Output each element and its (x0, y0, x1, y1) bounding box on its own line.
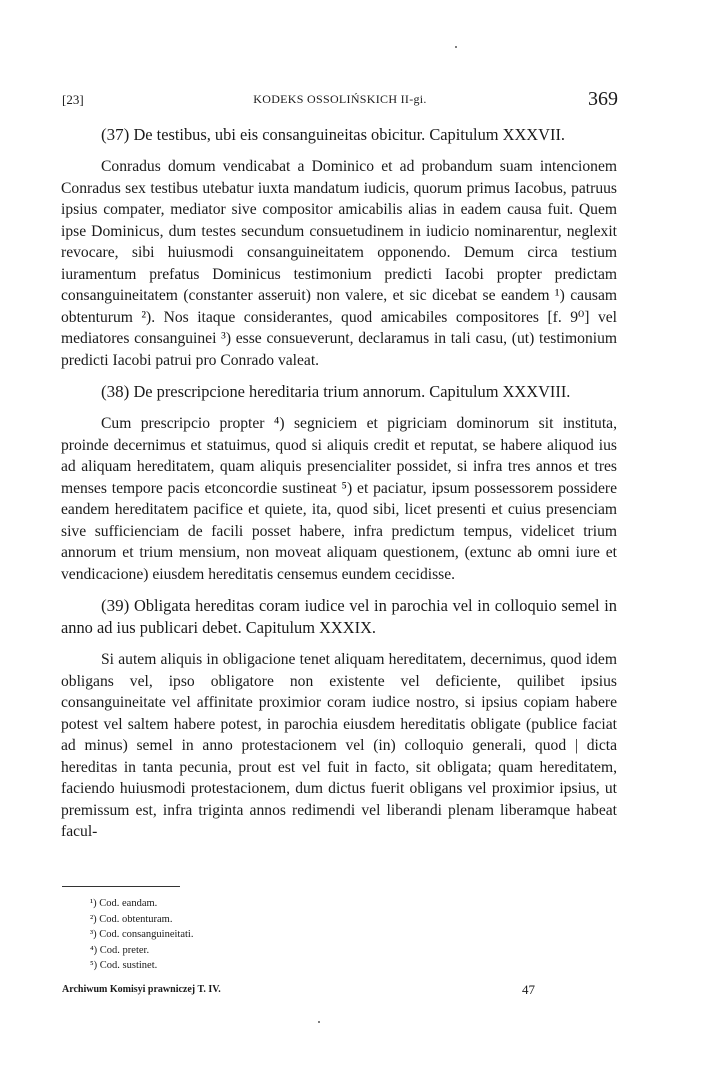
running-title: KODEKS OSSOLIŃSKICH II-gi. (253, 92, 427, 106)
chapter-heading-38 (61, 381, 617, 403)
page-number: 369 (588, 88, 618, 110)
scan-speck (318, 1021, 320, 1023)
chapter-heading-39 (61, 595, 617, 639)
main-text (61, 124, 617, 853)
chapter-paragraph-38: Cum prescripcio propter ⁴) segniciem et pigriciam dominorum sit instituta, proinde decernimus et statuimus, quod si aliquis credit et reputat, se habere aliquod ius ad aliquam hereditatem, quam aliquis presencialiter possidet, si infra tres annos et tres menses tempore pacis etconcordie sustineat ⁵) et paciatur, ipsum possessorem possidere eandem hereditatem pacifice et quiete, ita, quod sibi, licet presenti et cuius presenciam sive sufficienciam de facili posset habere, infra predictum tempus, videlicet trium annorum et trium mensium, non moveat aliquam questionem, (extunc ab omni iure et vendicacione) eiusdem hereditatis censemus eundem cecidisse. (61, 415, 617, 583)
footnote: ³) Cod. consanguineitati. (90, 929, 194, 940)
chapter-number: (39) (101, 596, 130, 615)
chapter-title: De testibus, ubi eis consanguineitas obicitur. Capitulum XXXVII. (133, 125, 565, 144)
footnote-divider (62, 886, 180, 887)
chapter-title: Obligata hereditas coram iudice vel in parochia vel in colloquio semel in anno ad ius publicari debet. Capitulum XXXIX. (61, 596, 617, 637)
chapter-heading-37 (61, 124, 617, 146)
chapter-paragraph-39: Si autem aliquis in obligacione tenet aliquam hereditatem, decernimus, quod idem obligans vel, ipso obligatore non existente vel deficiente, quilibet ipsius consanguineitate vel affinitate proximior coram iudice nostro, si ipsius copiam habere potest vel saltem habere potest, in parochia eiusdem hereditatis obligate (publice faciat ad minus) semel in anno protestacionem vel (in) colloquio generali, quod | dicta hereditas in tanta pecunia, prout est vel fuit in facto, sit obligata; quam hereditatem, faciendo huiusmodi protestacionem, dum dictus fuerit obligans vel proximior ipsius, ut premissum est, infra triginta annos redimendi vel liberandi plenam liberamque habeat facul- (61, 651, 617, 840)
signature-number: 47 (522, 982, 535, 997)
chapter-title: De prescripcione hereditaria trium annorum. Capitulum XXXVIII. (133, 382, 571, 401)
chapter-number: (37) (101, 125, 130, 144)
footnote: ⁴) Cod. preter. (90, 944, 150, 956)
page-footer (62, 982, 618, 1000)
footer-publication: Archiwum Komisyi prawniczej T. IV. (62, 984, 221, 995)
scan-speck (455, 46, 457, 48)
footnotes (90, 896, 193, 974)
footnote: ²) Cod. obtenturam. (90, 913, 173, 925)
page-marker: [23] (62, 92, 84, 107)
running-header (62, 88, 618, 112)
chapter-number: (38) (101, 382, 130, 401)
footnote: ⁵) Cod. sustinet. (90, 960, 158, 971)
footnote: ¹) Cod. eandam. (90, 898, 158, 909)
chapter-paragraph-37: Conradus domum vendicabat a Dominico et ad probandum suam intencionem Conradus sex testibus utebatur iuxta mandatum iudicis, quorum primus Iacobus, patruus ipsius compater, mediator sive compositor amicabilis alias in eadem causa fuit. Quem ipse Dominicus, dum testes secundum consuetudinem in iudicio nominarentur, neglexit revocare, sibi huiusmodi consanguineitatem opponendo. Demum circa testium iuramentum prefatus Dominicus testimonium predicti Iacobi propter predictam consanguineitatem (constanter asseruit) non valere, et sic dicebat se eandem ¹) causam obtenturum ²). Nos itaque considerantes, quod amicabiles compositores [f. 9⁰] vel mediatores consanguinei ³) esse consueverunt, declaramus in tali casu, (ut) testimonium predicti Iacobi patrui pro Conrado valeat. (61, 158, 617, 369)
